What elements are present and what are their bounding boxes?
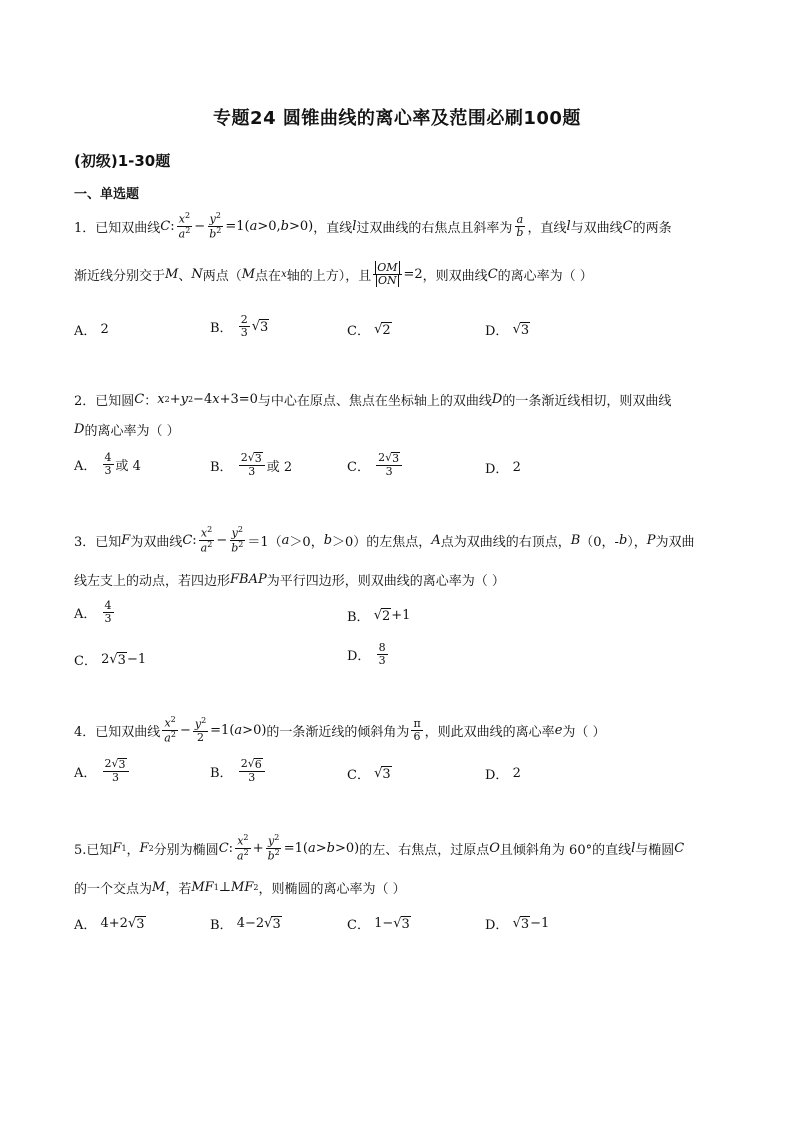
section-heading: 一、单选题 — [74, 187, 140, 202]
question-1-option-c[interactable]: C． √ 2 — [347, 321, 391, 339]
question-4-option-a[interactable]: A． 2√ 3 3 — [74, 758, 131, 784]
question-4-option-b[interactable]: B． 2√ 6 3 — [210, 758, 267, 784]
question-5-line-2: 的一个交点为 M ，若 MF 1 ⊥ MF 2 ，则椭圆的离心率为（ ） — [74, 880, 406, 897]
question-5-line-1: 5.已知 F 1 ， F 2 分别为椭圆 C : $\frac{x^2}{a^2}$ + $\frac{y^2}{b^2}$ =1( a > b >0) 的左、右焦点，过原点 O 且倾斜角为 60°的直线 l 与椭圆 C — [74, 833, 685, 863]
question-1-line-2: 渐近线分别交于 M 、 N 两点（ M 点在 x 轴的上方），且 $\frac{OM}{ON}$ =2 ，则双曲线 C 的离心率为（ ） — [74, 261, 593, 288]
question-2-line-1: 2．已知圆 C ： x 2 + y 2 −4 x +3=0 与中心在原点、焦点在坐标轴上的双曲线 D 的一条渐近线相切，则双曲线 — [74, 392, 672, 409]
question-4-line-1: 4．已知双曲线 $\frac{x^2}{a^2}$ − $\frac{y^2}{2}$ =1( a >0) 的一条渐近线的倾斜角为 $\frac{\pi}{6}$ ，则此双曲线的离心率 e 为（ ） — [74, 715, 606, 745]
question-4-option-c[interactable]: C． √ 3 — [347, 765, 391, 783]
question-5-option-b[interactable]: B． 4−2 √ 3 — [210, 915, 281, 933]
page-title: 专题24 圆锥曲线的离心率及范围必刷100题 — [213, 108, 581, 129]
question-2-line-2: D 的离心率为（ ） — [74, 422, 180, 439]
question-2-option-d[interactable]: D． 2 — [485, 460, 521, 477]
question-3-option-b[interactable]: B． √ 2 +1 — [347, 607, 411, 625]
question-2-option-c[interactable]: C． 2√ 3 3 — [347, 452, 404, 478]
question-3-option-d[interactable]: D． $\frac{8}{3}$ — [347, 641, 386, 668]
question-3-option-c[interactable]: C． 2 √ 3 −1 — [74, 651, 147, 669]
question-3-line-1: 3．已知 F 为双曲线 C : $\frac{x^2}{a^2}$ − $\frac{y^2}{b^2}$ ＝1（ a ＞0， b ＞0）的左焦点， A 点为双曲线的右顶点， B （0，- b ）， P 为双曲 — [74, 525, 695, 555]
question-1-option-b[interactable]: B． $\frac{2}{3}$ √ 3 — [210, 313, 269, 340]
question-5-option-c[interactable]: C． 1− √ 3 — [347, 915, 410, 933]
question-4-option-d[interactable]: D． 2 — [485, 766, 521, 783]
question-3-line-2: 线左支上的动点，若四边形 FBAP 为平行四边形，则双曲线的离心率为（ ） — [74, 572, 505, 589]
question-5-option-d[interactable]: D． √ 3 −1 — [485, 915, 550, 933]
level-heading: (初级)1-30题 — [74, 152, 171, 170]
question-1-option-a[interactable]: A． 2 — [74, 322, 109, 339]
question-2-option-b[interactable]: B． 2√ 3 3 或 2 — [210, 451, 293, 479]
question-5-option-a[interactable]: A． 4+2 √ 3 — [74, 915, 145, 933]
question-1-line-1: 1．已知双曲线 C : $\frac{x^2}{a^2}$ − $\frac{y^2}{b^2}$ =1( a >0, b >0) ，直线 l 过双曲线的右焦点且斜率为 $\frac{a}{b}$ ，直线 l 与双曲线 C 的两条 — [74, 211, 672, 241]
question-2-option-a[interactable]: A． $\frac{4}{3}$ 或 4 — [74, 451, 141, 478]
question-1-option-d[interactable]: D． √ 3 — [485, 321, 530, 339]
question-3-option-a[interactable]: A． $\frac{4}{3}$ — [74, 599, 112, 626]
